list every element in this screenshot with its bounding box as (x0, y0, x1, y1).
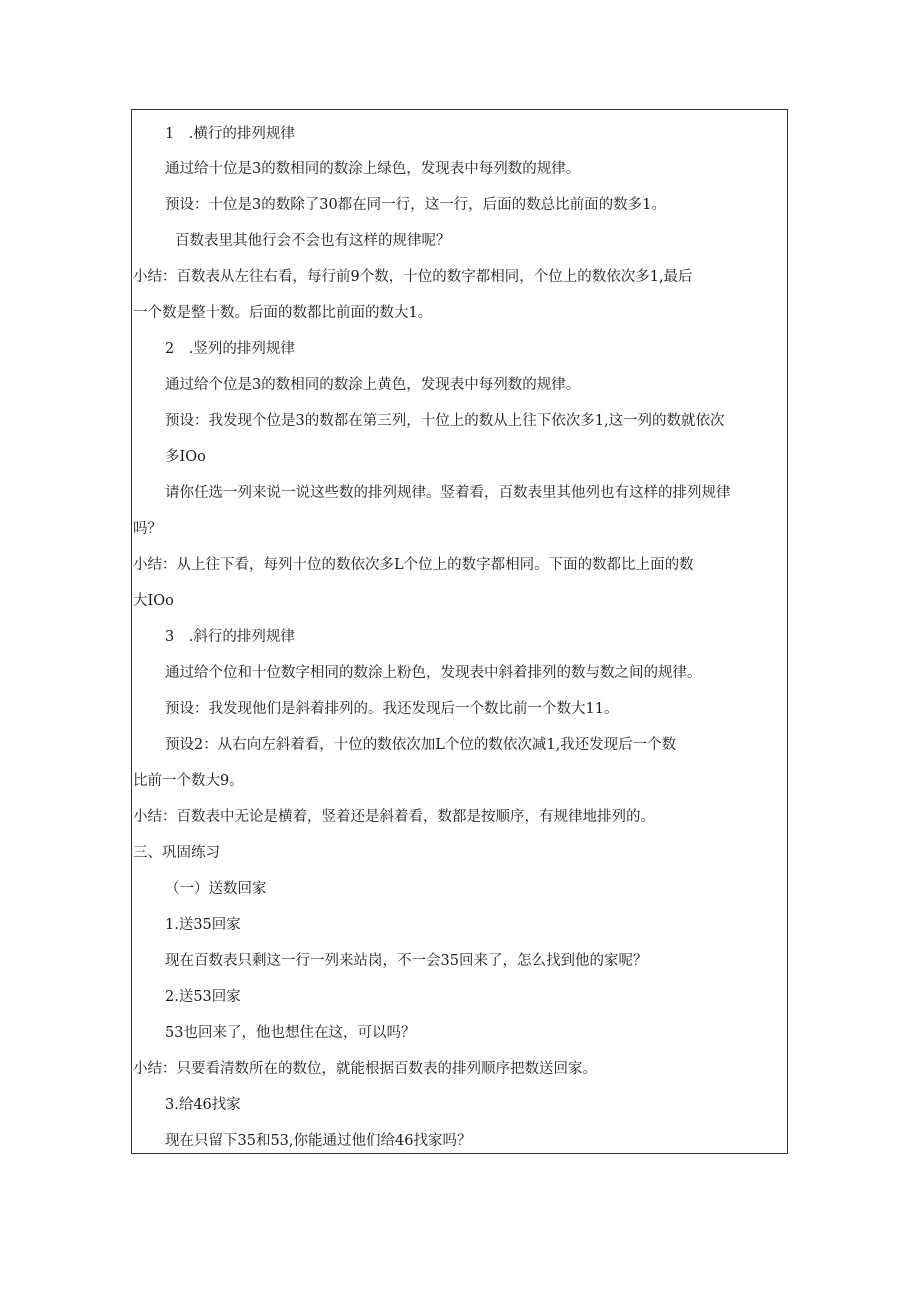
paragraph: 请你任选一列来说一说这些数的排列规律。竖着看，百数表里其他列也有这样的排列规律 (165, 485, 731, 501)
paragraph: 百数表里其他行会不会也有这样的规律呢？ (175, 233, 451, 249)
section-heading-rows: 1 .横行的排列规律 (165, 126, 295, 142)
paragraph: 预设2：从右向左斜着看，十位的数依次加L个位的数依次减1,我还发现后一个数 (165, 737, 677, 753)
exercise-heading: 1.送35回家 (165, 917, 241, 933)
paragraph: 预设：我发现他们是斜着排列的。我还发现后一个数比前一个数大11。 (165, 701, 619, 717)
summary: 小结：百数表中无论是横着，竖着还是斜着看，数都是按顺序，有规律地排列的。 (133, 809, 655, 825)
subsection-heading: （一）送数回家 (165, 881, 267, 897)
paragraph: 现在百数表只剩这一行一列来站岗，不一会35回来了，怎么找到他的家呢？ (165, 953, 648, 969)
paragraph: 通过给个位和十位数字相同的数涂上粉色，发现表中斜着排列的数与数之间的规律。 (165, 665, 702, 681)
paragraph: 通过给十位是3的数相同的数涂上绿色，发现表中每列数的规律。 (165, 161, 581, 177)
section-heading-columns: 2 .竖列的排列规律 (165, 341, 295, 357)
summary: 小结：百数表从左往右看，每行前9个数，十位的数字都相同，个位上的数依次多1,最后 (133, 269, 693, 285)
exercise-heading: 2.送53回家 (165, 989, 241, 1005)
paragraph: 53也回来了，他也想住在这，可以吗？ (165, 1025, 416, 1041)
paragraph: 现在只留下35和53,你能通过他们给46找家吗？ (165, 1133, 472, 1149)
paragraph: 通过给个位是3的数相同的数涂上黄色，发现表中每列数的规律。 (165, 377, 581, 393)
summary: 小结：从上往下看，每列十位的数依次多L个位上的数字都相同。下面的数都比上面的数 (133, 557, 694, 573)
paragraph-continued: 多IOo (165, 449, 206, 465)
section-heading-diagonals: 3 .斜行的排列规律 (165, 629, 295, 645)
exercise-heading: 3.给46找家 (165, 1097, 241, 1113)
summary-continued: 一个数是整十数。后面的数都比前面的数大1。 (133, 305, 433, 321)
paragraph-continued: 吗？ (133, 521, 162, 537)
summary: 小结：只要看清数所在的数位，就能根据百数表的排列顺序把数送回家。 (133, 1061, 597, 1077)
paragraph: 预设：我发现个位是3的数都在第三列，十位上的数从上往下依次多1,这一列的数就依次 (165, 413, 725, 429)
summary-continued: 大IOo (133, 593, 174, 609)
paragraph: 预设：十位是3的数除了30都在同一行，这一行，后面的数总比前面的数多1。 (165, 197, 666, 213)
paragraph-continued: 比前一个数大9。 (133, 773, 244, 789)
section-heading-practice: 三、巩固练习 (133, 845, 220, 861)
